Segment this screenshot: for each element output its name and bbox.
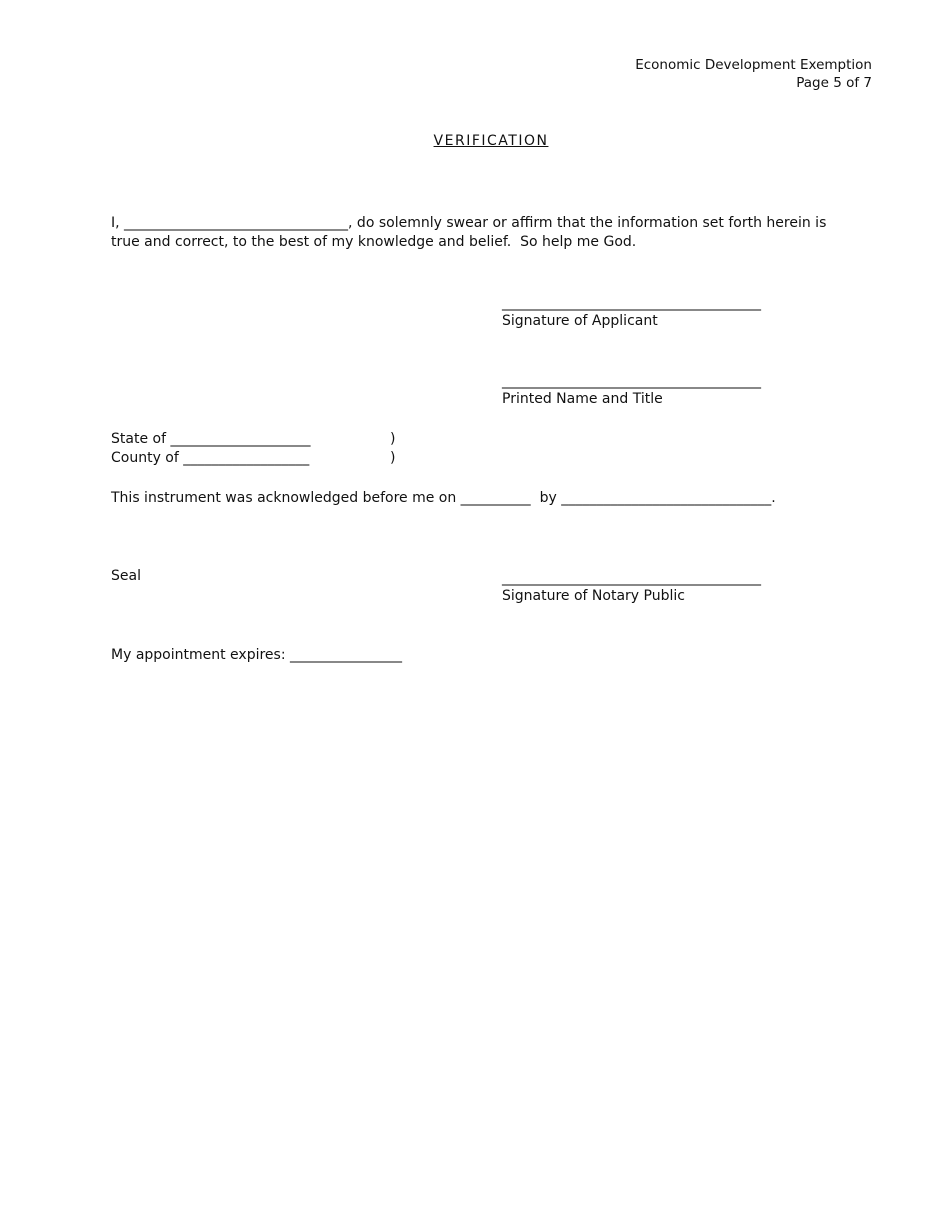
- printed-name-caption: Printed Name and Title: [502, 391, 663, 407]
- acknowledgment-line[interactable]: This instrument was acknowledged before me on __________ by ______________________________.: [111, 490, 776, 506]
- seal-label: Seal: [111, 568, 141, 584]
- applicant-signature-line[interactable]: _____________________________________: [502, 295, 761, 311]
- oath-line-1: I, ________________________________, do solemnly swear or affirm that the information set forth herein is: [111, 215, 827, 231]
- printed-name-line[interactable]: _____________________________________: [502, 373, 761, 389]
- notary-signature-line[interactable]: _____________________________________: [502, 570, 761, 586]
- state-field[interactable]: State of ____________________: [111, 431, 311, 447]
- header-page-number: Page 5 of 7: [796, 75, 872, 91]
- county-paren: ): [390, 450, 396, 466]
- oath-line-2: true and correct, to the best of my knowledge and belief. So help me God.: [111, 234, 637, 250]
- appointment-expires-field[interactable]: My appointment expires: ________________: [111, 647, 402, 663]
- page-title: VERIFICATION: [433, 133, 549, 149]
- header-doc-name: Economic Development Exemption: [635, 57, 872, 73]
- notary-signature-caption: Signature of Notary Public: [502, 588, 685, 604]
- applicant-signature-caption: Signature of Applicant: [502, 313, 658, 329]
- county-field[interactable]: County of __________________: [111, 450, 310, 466]
- state-paren: ): [390, 431, 396, 447]
